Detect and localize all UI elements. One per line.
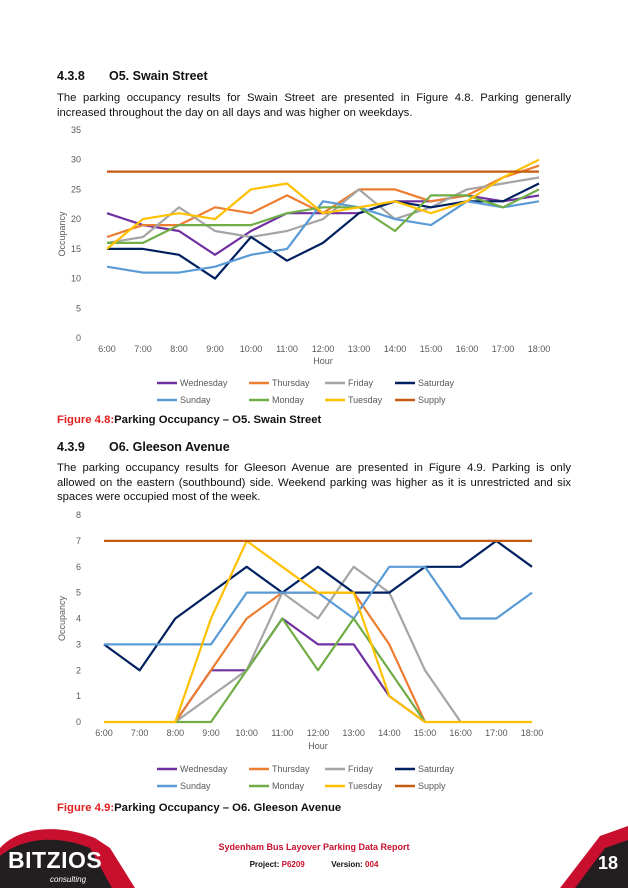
y-axis-title: Occupancy	[57, 595, 67, 642]
legend-label-wednesday: Wednesday	[180, 764, 228, 774]
x-tick-label: 15:00	[413, 728, 437, 738]
x-tick-label: 8:00	[166, 728, 185, 738]
section-number: 4.3.9	[57, 440, 85, 454]
legend-label-sunday: Sunday	[180, 395, 211, 405]
x-tick-label: 6:00	[95, 728, 113, 738]
legend-label-monday: Monday	[272, 395, 305, 405]
y-tick-label: 25	[70, 184, 81, 195]
x-tick-label: 18:00	[527, 344, 551, 354]
section-title: O6. Gleeson Avenue	[109, 440, 230, 454]
y-tick-label: 1	[75, 691, 81, 702]
x-tick-label: 6:00	[98, 344, 116, 354]
legend-label-saturday: Saturday	[418, 378, 455, 388]
series-line-wednesday	[175, 619, 425, 723]
y-tick-label: 5	[75, 587, 81, 598]
section-number: 4.3.8	[57, 69, 85, 83]
x-tick-label: 16:00	[449, 728, 472, 738]
x-tick-label: 7:00	[134, 344, 152, 354]
x-tick-label: 16:00	[455, 344, 479, 354]
legend-label-supply: Supply	[418, 395, 446, 405]
x-tick-label: 10:00	[239, 344, 263, 354]
x-tick-label: 14:00	[378, 728, 401, 738]
legend-label-wednesday: Wednesday	[180, 378, 228, 388]
x-tick-label: 13:00	[347, 344, 371, 354]
page-number: 18	[597, 853, 618, 873]
figure-caption-4-9	[57, 802, 341, 814]
legend-label-friday: Friday	[348, 378, 374, 388]
x-tick-label: 12:00	[311, 344, 335, 354]
legend-label-thursday: Thursday	[272, 378, 310, 388]
y-tick-label: 35	[70, 125, 81, 135]
y-axis-title: Occupancy	[57, 211, 67, 257]
y-tick-label: 30	[70, 154, 81, 165]
x-axis-title: Hour	[308, 741, 328, 751]
x-tick-label: 9:00	[206, 344, 224, 354]
series-line-saturday	[104, 541, 532, 670]
y-tick-label: 10	[70, 273, 81, 284]
y-tick-label: 3	[75, 639, 81, 650]
legend-label-friday: Friday	[348, 764, 374, 774]
figure-caption-4-8	[57, 414, 321, 426]
section-paragraph-swain: The parking occupancy results for Swain Street are presented in Figure 4.8. Parking generally increased throughout the day on all days and was higher on weekdays.	[57, 92, 571, 119]
x-tick-label: 15:00	[419, 344, 443, 354]
caption-label: Figure 4.9:	[57, 802, 115, 814]
x-tick-label: 11:00	[271, 728, 294, 738]
y-tick-label: 7	[75, 535, 81, 546]
logo: BITZIOS	[8, 847, 103, 873]
x-tick-label: 17:00	[491, 344, 515, 354]
legend-label-saturday: Saturday	[418, 764, 455, 774]
y-tick-label: 6	[75, 561, 81, 572]
legend-label-sunday: Sunday	[180, 781, 211, 791]
series-line-sunday	[104, 567, 532, 645]
legend-label-supply: Supply	[418, 781, 446, 791]
x-axis-title: Hour	[313, 356, 333, 366]
y-tick-label: 15	[70, 243, 81, 254]
project-label: Project:	[249, 860, 280, 869]
x-tick-label: 7:00	[130, 728, 149, 738]
x-tick-label: 14:00	[383, 344, 407, 354]
series-line-friday	[107, 178, 539, 243]
y-tick-label: 2	[75, 665, 81, 676]
swain-street-chart	[57, 124, 571, 406]
project-value: P6209	[281, 860, 305, 869]
caption-text: Parking Occupancy – O5. Swain Street	[114, 414, 322, 426]
y-tick-label: 0	[75, 717, 81, 727]
y-tick-label: 8	[75, 510, 81, 520]
series-line-tuesday	[107, 160, 539, 249]
series-line-thursday	[175, 593, 425, 722]
x-tick-label: 10:00	[235, 728, 258, 738]
x-tick-label: 11:00	[276, 344, 298, 354]
section-heading-swain	[57, 69, 208, 83]
caption-label: Figure 4.8:	[57, 414, 115, 426]
version-value: 004	[365, 860, 379, 869]
x-tick-label: 17:00	[485, 728, 508, 738]
x-tick-label: 18:00	[520, 728, 544, 738]
caption-text: Parking Occupancy – O6. Gleeson Avenue	[114, 802, 342, 814]
logo-subtitle: consulting	[50, 875, 87, 884]
version-label: Version:	[331, 860, 363, 869]
y-tick-label: 20	[70, 214, 81, 225]
legend-label-tuesday: Tuesday	[348, 395, 383, 405]
x-tick-label: 12:00	[306, 728, 330, 738]
legend-label-tuesday: Tuesday	[348, 781, 383, 791]
x-tick-label: 8:00	[170, 344, 188, 354]
gleeson-avenue-chart	[57, 508, 571, 798]
x-tick-label: 13:00	[342, 728, 365, 738]
y-tick-label: 0	[75, 333, 81, 343]
x-tick-label: 9:00	[202, 728, 220, 738]
section-heading-gleeson	[57, 440, 230, 454]
y-tick-label: 5	[75, 303, 81, 314]
section-paragraph-gleeson: The parking occupancy results for Gleeson Avenue are presented in Figure 4.9. Parking is only allowed on the eastern (southbound) side. Weekend parking was higher as it is unrestricted and six spaces were occupied most of the week.	[57, 462, 571, 504]
project-info	[0, 860, 628, 869]
section-title: O5. Swain Street	[109, 69, 208, 83]
y-tick-label: 4	[75, 613, 81, 624]
legend-label-thursday: Thursday	[272, 764, 310, 774]
legend-label-monday: Monday	[272, 781, 305, 791]
report-title: Sydenham Bus Layover Parking Data Report	[218, 842, 410, 852]
